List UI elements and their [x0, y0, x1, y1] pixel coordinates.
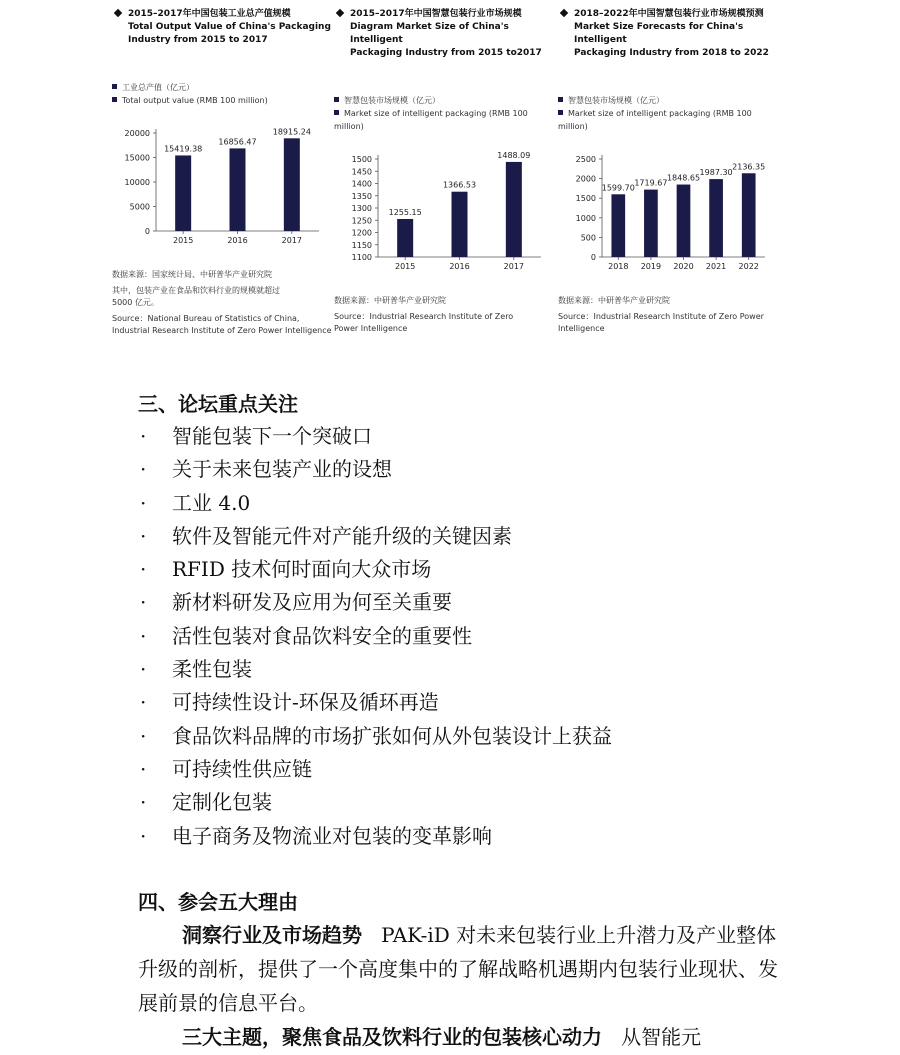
legend-swatch-icon: [112, 97, 117, 102]
legend-entry-en: [558, 107, 783, 133]
bullet-dot-icon: ·: [140, 823, 147, 848]
bullet-dot-icon: ·: [140, 623, 147, 648]
chart-title-en: Total Output Value of China's Packaging: [128, 22, 331, 32]
bullet-dot-icon: ·: [140, 690, 147, 715]
reason-text: PAK-iD 对未来包装行业上升潜力及产业整体升级的剖析，提供了一个高度集中的了解战略机遇期内包装行业现状、发展前景的信息平台。: [138, 923, 778, 1015]
focus-item-text: 新材料研发及应用为何至关重要: [172, 590, 452, 615]
focus-item-text: 可持续性设计-环保及循环再造: [172, 690, 439, 715]
y-tick-label: 0: [144, 227, 150, 236]
chart-legend: [334, 94, 559, 133]
chart-title-en: Market Size Forecasts for China's Intelligent: [574, 22, 744, 45]
chart-panel-market-forecast: [558, 8, 783, 339]
y-tick-label: 1150: [351, 240, 372, 250]
chart-legend: [558, 94, 783, 133]
bar: [611, 194, 625, 257]
bar-value-label: 1719.67: [634, 178, 668, 188]
bullet-dot-icon: ·: [140, 590, 147, 615]
chart-title-en: Industry from 2015 to 2017: [128, 35, 268, 45]
reason-paragraph: [138, 918, 778, 1020]
source-cn: 数据来源：中研普华产业研究院: [334, 296, 446, 305]
reason-text: 从智能元: [621, 1025, 702, 1049]
focus-list-item: [140, 686, 612, 719]
source-en: Source：Industrial Research Institute of Zero Power Intelligence: [334, 312, 514, 333]
legend-swatch-icon: [558, 110, 563, 115]
focus-list-item: [140, 820, 612, 853]
x-tick-label: 2020: [673, 262, 694, 271]
legend-entry-cn: [334, 94, 559, 107]
bullet-dot-icon: ·: [140, 657, 147, 682]
y-tick-label: 2500: [575, 155, 596, 164]
bar-value-label: 16856.47: [218, 137, 257, 147]
focus-list-item: [140, 653, 612, 686]
x-tick-label: 2015: [394, 262, 416, 271]
y-tick-label: 1400: [351, 179, 372, 189]
bar: [644, 190, 658, 257]
focus-item-text: 电子商务及物流业对包装的变革影响: [172, 823, 492, 848]
y-tick-label: 1100: [351, 253, 372, 262]
focus-item-text: 活性包装对食品饮料安全的重要性: [172, 623, 472, 648]
legend-swatch-icon: [112, 84, 117, 89]
bar: [506, 162, 522, 257]
focus-list-item: [140, 453, 612, 486]
chart-title-en: Diagram Market Size of China's Intelligent: [350, 22, 509, 45]
bar-chart-output-value: [112, 119, 337, 247]
bullet-dot-icon: ·: [140, 424, 147, 448]
y-tick-label: 5000: [129, 202, 150, 212]
focus-list-item: [140, 620, 612, 653]
chart-panel-intelligent-packaging: [334, 8, 559, 339]
focus-item-text: 可持续性供应链: [172, 756, 312, 781]
focus-item-text: RFID 技术何时面向大众市场: [172, 557, 432, 582]
bar-value-label: 15419.38: [164, 144, 203, 154]
source-en: Source：Industrial Research Institute of Zero Power Intelligence: [558, 312, 764, 333]
y-tick-label: 0: [590, 253, 596, 262]
chart-title-en: Packaging Industry from 2015 to2017: [350, 48, 542, 58]
x-tick-label: 2021: [705, 262, 727, 271]
x-tick-label: 2016: [227, 236, 248, 245]
bullet-dot-icon: ·: [140, 457, 147, 482]
bar-value-label: 2136.35: [732, 162, 766, 172]
focus-item-text: 智能包装下一个突破口: [172, 424, 372, 448]
focus-list-item: [140, 753, 612, 786]
focus-item-text: 关于未来包装产业的设想: [172, 457, 392, 482]
forum-focus-list: [140, 420, 612, 853]
legend-label: Total output value (RMB 100 million): [122, 96, 268, 105]
y-tick-label: 20000: [124, 129, 150, 138]
bar-value-label: 1987.30: [699, 168, 733, 178]
focus-list-item: [140, 720, 612, 753]
bar-value-label: 1488.09: [497, 150, 531, 160]
y-tick-label: 1500: [351, 155, 372, 164]
legend-swatch-icon: [558, 97, 563, 102]
y-tick-label: 1250: [351, 216, 372, 226]
legend-entry-en: [112, 94, 337, 107]
bar: [452, 192, 468, 257]
bar-value-label: 1848.65: [666, 173, 701, 183]
bar-value-label: 1366.53: [442, 180, 477, 190]
diamond-bullet-icon: [560, 9, 568, 17]
y-tick-label: 1450: [351, 167, 372, 177]
bar-value-label: 1255.15: [388, 207, 422, 217]
chart-source: [334, 295, 559, 335]
chart-title: [558, 8, 783, 60]
bar-value-label: 18915.24: [272, 127, 311, 137]
bar: [175, 155, 191, 231]
reason-lead: 洞察行业及市场趋势: [182, 923, 362, 947]
bar: [742, 173, 756, 257]
source-note: 其中，包装产业在食品和饮料行业的规模就超过 5000 亿元。: [112, 286, 280, 307]
diamond-bullet-icon: [336, 9, 344, 17]
focus-item-text: 工业 4.0: [172, 490, 251, 515]
focus-list-item: [140, 786, 612, 819]
x-tick-label: 2015: [172, 236, 194, 245]
chart-source: [112, 269, 337, 337]
y-tick-label: 1350: [351, 191, 372, 201]
y-tick-label: 10000: [124, 178, 150, 187]
focus-item-text: 定制化包装: [172, 790, 272, 815]
y-tick-label: 1300: [351, 204, 372, 213]
focus-list-item: [140, 520, 612, 553]
bullet-dot-icon: ·: [140, 790, 147, 815]
bar: [230, 148, 246, 231]
x-tick-label: 2019: [640, 262, 662, 271]
legend-entry-cn: [558, 94, 783, 107]
section-title-five-reasons: 四、参会五大理由: [138, 890, 298, 914]
x-tick-label: 2018: [608, 262, 629, 271]
section-title-forum-focus: 三、论坛重点关注: [138, 392, 298, 416]
x-tick-label: 2017: [503, 262, 525, 271]
chart-title: [112, 8, 337, 47]
bullet-dot-icon: ·: [140, 557, 147, 582]
bar-chart-market-forecast: [558, 145, 783, 273]
focus-item-text: 柔性包装: [172, 657, 252, 682]
source-cn: 数据来源：中研普华产业研究院: [558, 296, 670, 305]
chart-source: [558, 295, 783, 335]
bullet-dot-icon: ·: [140, 490, 147, 515]
chart-legend: [112, 81, 337, 107]
bullet-dot-icon: ·: [140, 756, 147, 781]
bar-chart-intelligent-packaging: [334, 145, 559, 273]
reason-lead: 三大主题，聚焦食品及饮料行业的包装核心动力: [182, 1025, 602, 1049]
legend-label: 智慧包装市场规模（亿元）: [568, 96, 664, 105]
focus-item-text: 食品饮料品牌的市场扩张如何从外包装设计上获益: [172, 723, 612, 748]
bar-value-label: 1599.70: [601, 183, 635, 193]
y-tick-label: 1500: [575, 194, 596, 204]
chart-title-cn: 2015–2017年中国智慧包装行业市场规模: [350, 9, 522, 19]
x-tick-label: 2022: [738, 262, 759, 271]
x-tick-label: 2016: [449, 262, 470, 271]
bullet-dot-icon: ·: [140, 723, 147, 748]
reason-paragraph: [138, 1020, 778, 1054]
legend-entry-en: [334, 107, 559, 133]
y-tick-label: 500: [580, 233, 596, 243]
chart-title-en: Packaging Industry from 2018 to 2022: [574, 48, 769, 58]
bar: [709, 179, 723, 257]
x-tick-label: 2017: [281, 236, 303, 245]
chart-title: [334, 8, 559, 60]
bar: [677, 185, 691, 257]
bar: [284, 138, 300, 231]
bar: [397, 219, 413, 257]
y-tick-label: 1000: [575, 213, 596, 223]
y-tick-label: 15000: [124, 153, 150, 163]
focus-list-item: [140, 586, 612, 619]
legend-label: Market size of intelligent packaging (RMB 100 million): [558, 109, 752, 131]
y-tick-label: 2000: [575, 174, 596, 184]
source-cn: 数据来源：国家统计局、中研普华产业研究院: [112, 270, 272, 279]
focus-item-text: 软件及智能元件对产能升级的关键因素: [172, 523, 512, 548]
y-tick-label: 1200: [351, 228, 372, 238]
chart-title-cn: 2015–2017年中国包装工业总产值规模: [128, 9, 291, 19]
legend-swatch-icon: [334, 110, 339, 115]
legend-label: Market size of intelligent packaging (RMB 100 million): [334, 109, 528, 131]
focus-list-item: [140, 487, 612, 520]
focus-list-item: [140, 420, 612, 453]
legend-label: 智慧包装市场规模（亿元）: [344, 96, 440, 105]
legend-swatch-icon: [334, 97, 339, 102]
source-en: Source：National Bureau of Statistics of China, Industrial Research Institute of Zero Power Intelligence: [112, 314, 332, 335]
diamond-bullet-icon: [114, 9, 122, 17]
bullet-dot-icon: ·: [140, 523, 147, 548]
focus-list-item: [140, 553, 612, 586]
legend-label: 工业总产值（亿元）: [122, 83, 194, 92]
legend-entry-cn: [112, 81, 337, 94]
chart-panel-output-value: [112, 8, 337, 341]
chart-title-cn: 2018–2022年中国智慧包装行业市场规模预测: [574, 9, 764, 19]
